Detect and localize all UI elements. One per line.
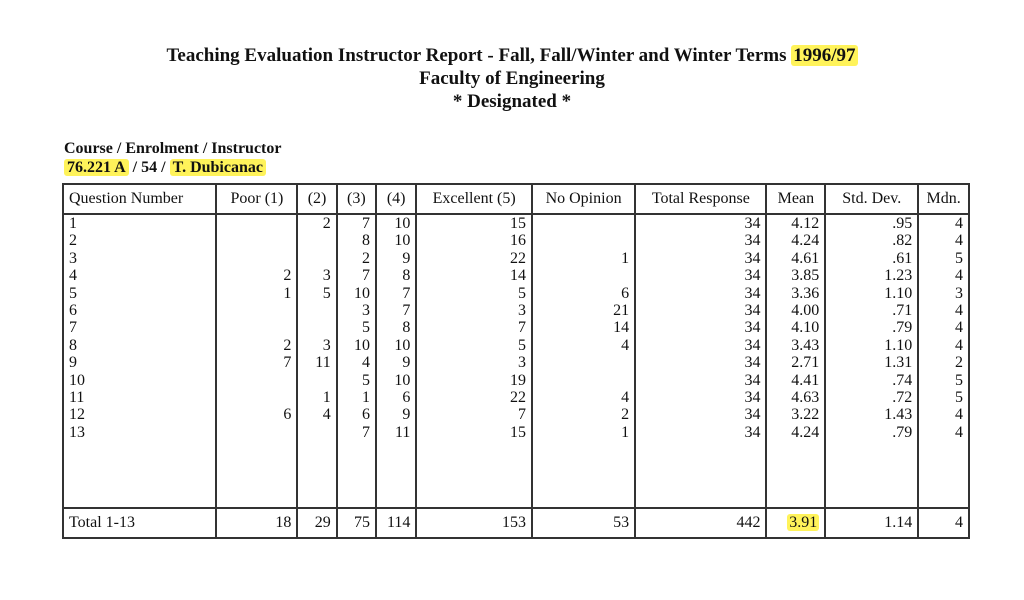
report-title [0, 44, 1024, 67]
faculty-name: Faculty of Engineering [419, 68, 605, 89]
table-cell: 3.85 [791, 267, 820, 285]
table-cell: 4 [621, 336, 630, 354]
table-cell: .95 [892, 215, 913, 232]
table-cell: 1.10 [884, 284, 913, 302]
table-header-row [63, 184, 969, 214]
table-cell [222, 302, 291, 319]
table-cell [538, 267, 629, 284]
table-cell: 21 [613, 301, 630, 319]
table-cell: 10 [353, 284, 370, 302]
table-cell: 2 [322, 215, 331, 232]
table-cell: 9 [402, 406, 411, 424]
table-cell: 1 [621, 249, 630, 267]
table-cell: 9 [69, 354, 77, 372]
header-mean: Mean [766, 184, 825, 214]
column-total-response [635, 214, 766, 487]
total-poor: 18 [216, 508, 297, 538]
table-cell: 9 [402, 249, 411, 267]
table-cell: 1.31 [884, 354, 913, 372]
table-cell: 4 [69, 267, 77, 285]
table-cell: 6 [361, 406, 370, 424]
table-cell: 14 [613, 319, 630, 337]
header-std-dev: Std. Dev. [825, 184, 918, 214]
table-cell: 22 [509, 388, 526, 406]
total-mean [766, 508, 825, 538]
course-info [64, 139, 281, 177]
table-cell: 19 [509, 371, 526, 389]
table-cell: 1.10 [884, 336, 913, 354]
column-no-opinion [532, 214, 635, 487]
table-cell: 4 [955, 301, 963, 319]
table-cell: 3 [955, 284, 963, 302]
table-cell [538, 232, 629, 249]
table-cell: 34 [744, 336, 761, 354]
table-cell: 1 [69, 215, 77, 232]
table-cell: 4 [361, 354, 370, 372]
table-cell: .72 [892, 388, 913, 406]
table-cell: 34 [744, 406, 761, 424]
table-cell: 6 [402, 388, 411, 406]
table-cell: 16 [509, 232, 526, 250]
column-poor [216, 214, 297, 487]
course-info-values [64, 158, 281, 177]
table-cell [303, 302, 330, 319]
question-rows [63, 214, 969, 487]
evaluation-table [62, 183, 970, 539]
course-instructor [170, 159, 266, 176]
table-cell [538, 215, 629, 232]
column-excellent [416, 214, 532, 487]
total-row [63, 508, 969, 538]
header-3: (3) [337, 184, 376, 214]
table-cell: .79 [892, 319, 913, 337]
total-median: 4 [918, 508, 969, 538]
table-cell: 4 [955, 423, 963, 441]
total-2: 29 [297, 508, 336, 538]
report-year: 1996/97 [793, 45, 856, 66]
table-cell: 34 [744, 354, 761, 372]
table-cell: 5 [361, 319, 370, 337]
table-cell: 4.24 [791, 232, 820, 250]
table-cell: 4 [955, 267, 963, 285]
table-cell: 34 [744, 284, 761, 302]
table-cell: 34 [744, 371, 761, 389]
table-cell: 7 [361, 215, 370, 232]
table-cell: 34 [744, 388, 761, 406]
table-cell: 3.36 [791, 284, 820, 302]
table-cell: 4 [955, 215, 963, 232]
table-cell: 5 [69, 284, 77, 302]
table-cell: 2 [621, 406, 630, 424]
table-cell: 5 [361, 371, 370, 389]
table-cell: 4 [955, 336, 963, 354]
table-cell [303, 424, 330, 441]
table-cell: 15 [509, 423, 526, 441]
column-question-number [63, 214, 216, 487]
table-cell: 3.22 [791, 406, 820, 424]
total-std-dev: 1.14 [825, 508, 918, 538]
total-4: 114 [376, 508, 416, 538]
table-cell: 34 [744, 232, 761, 250]
table-cell: 8 [402, 319, 411, 337]
course-enrolment: 54 [141, 159, 158, 176]
table-cell: 4 [955, 406, 963, 424]
table-cell: 11 [69, 388, 85, 406]
table-cell [303, 250, 330, 267]
table-cell: 8 [402, 267, 411, 285]
table-cell: 3 [517, 354, 526, 372]
table-cell [222, 250, 291, 267]
table-cell: 4 [955, 232, 963, 250]
table-cell: 7 [402, 301, 411, 319]
table-cell [538, 354, 629, 371]
table-cell: 10 [353, 336, 370, 354]
header-2: (2) [297, 184, 336, 214]
table-cell: 7 [361, 267, 370, 285]
table-cell [222, 424, 291, 441]
table-cell: 10 [394, 371, 411, 389]
table-cell: 7 [283, 354, 292, 372]
table-cell: 2.71 [791, 354, 820, 372]
table-cell: 5 [955, 249, 963, 267]
table-cell: 7 [402, 284, 411, 302]
table-cell: 5 [955, 371, 963, 389]
table-cell: 5 [517, 336, 526, 354]
table-cell: 34 [744, 301, 761, 319]
report-title-text: Teaching Evaluation Instructor Report - Fall, Fall/Winter and Winter Terms [166, 45, 787, 66]
table-cell: 10 [69, 371, 85, 389]
table-cell: 10 [394, 232, 411, 250]
table-cell [303, 319, 330, 336]
table-cell: 3 [361, 301, 370, 319]
column-std-dev [825, 214, 918, 487]
column-median [918, 214, 969, 487]
table-cell: 13 [69, 423, 85, 441]
table-cell: 12 [69, 406, 85, 424]
table-cell: .71 [892, 301, 913, 319]
table-cell: 1 [283, 284, 292, 302]
column-4 [376, 214, 416, 487]
table-cell: 2 [283, 336, 292, 354]
header-excellent: Excellent (5) [416, 184, 532, 214]
table-cell: 4 [621, 388, 630, 406]
table-cell: 6 [621, 284, 630, 302]
table-cell: 1.23 [884, 267, 913, 285]
header-no-opinion: No Opinion [532, 184, 635, 214]
table-cell: 3 [322, 336, 331, 354]
table-cell: 3 [69, 249, 77, 267]
table-cell: 6 [283, 406, 292, 424]
table-cell: 3.43 [791, 336, 820, 354]
table-cell: 1 [361, 388, 370, 406]
table-cell: 2 [955, 354, 963, 372]
table-cell: 7 [517, 406, 526, 424]
course-info-label: Course / Enrolment / Instructor [64, 140, 282, 157]
table-cell: 3 [322, 267, 331, 285]
table-cell: 34 [744, 319, 761, 337]
table-cell: .79 [892, 423, 913, 441]
table-cell: 11 [394, 423, 411, 441]
table-cell: .61 [892, 249, 913, 267]
table-cell: 4.10 [791, 319, 820, 337]
table-cell: 4 [322, 406, 331, 424]
table-cell: 10 [394, 215, 411, 232]
column-mean [766, 214, 825, 487]
table-cell: 4.00 [791, 301, 820, 319]
table-cell: 4.41 [791, 371, 820, 389]
table-cell: 9 [402, 354, 411, 372]
total-response: 442 [635, 508, 766, 538]
table-cell: 34 [744, 423, 761, 441]
report-header [0, 44, 1024, 113]
table-cell: 2 [283, 267, 292, 285]
table-cell: 34 [744, 267, 761, 285]
course-sep-1: / [128, 159, 142, 176]
table-cell [303, 372, 330, 389]
table-cell: .74 [892, 371, 913, 389]
table-cell: 5 [955, 388, 963, 406]
table-cell: 11 [315, 354, 331, 372]
spacer-row [63, 487, 969, 508]
table-cell: 5 [322, 284, 331, 302]
table-cell [222, 319, 291, 336]
table-cell: 7 [361, 423, 370, 441]
table-cell: 4.61 [791, 249, 820, 267]
table-cell [222, 372, 291, 389]
table-cell: 2 [69, 232, 77, 250]
table-cell: 4 [955, 319, 963, 337]
total-3: 75 [337, 508, 376, 538]
course-code [64, 159, 129, 176]
table-cell: 22 [509, 249, 526, 267]
table-cell: 8 [69, 336, 77, 354]
table-cell [222, 389, 291, 406]
total-label: Total 1-13 [63, 508, 216, 538]
header-poor: Poor (1) [216, 184, 297, 214]
table-cell [222, 232, 291, 249]
table-cell: 10 [394, 336, 411, 354]
course-code-text: 76.221 A [67, 159, 126, 176]
table-cell: 5 [517, 284, 526, 302]
course-instructor-text: T. Dubicanac [172, 159, 263, 176]
header-total-response: Total Response [635, 184, 766, 214]
column-3 [337, 214, 376, 487]
table-cell: 4.12 [791, 215, 820, 232]
table-cell [222, 215, 291, 232]
designated-label: * Designated * [452, 91, 572, 112]
column-2 [297, 214, 336, 487]
table-cell: 7 [69, 319, 77, 337]
table-cell: 1 [322, 388, 331, 406]
table-cell: 6 [69, 301, 77, 319]
table-cell [538, 372, 629, 389]
course-sep-2: / [157, 159, 170, 176]
table-cell: .82 [892, 232, 913, 250]
table-cell: 1.43 [884, 406, 913, 424]
table-cell: 1 [621, 423, 630, 441]
table-cell: 15 [509, 215, 526, 232]
table-cell: 4.24 [791, 423, 820, 441]
total-excellent: 153 [416, 508, 532, 538]
table-cell: 2 [361, 249, 370, 267]
header-median: Mdn. [918, 184, 969, 214]
total-mean-highlight: 3.91 [789, 514, 818, 531]
table-cell [303, 232, 330, 249]
table-cell: 8 [361, 232, 370, 250]
header-4: (4) [376, 184, 416, 214]
table-cell: 14 [509, 267, 526, 285]
table-cell: 3 [517, 301, 526, 319]
table-cell: 34 [744, 249, 761, 267]
total-no-opinion: 53 [532, 508, 635, 538]
header-question-number: Question Number [63, 184, 216, 214]
table-cell: 4.63 [791, 388, 820, 406]
table-cell: 7 [517, 319, 526, 337]
table-cell: 34 [744, 215, 761, 232]
